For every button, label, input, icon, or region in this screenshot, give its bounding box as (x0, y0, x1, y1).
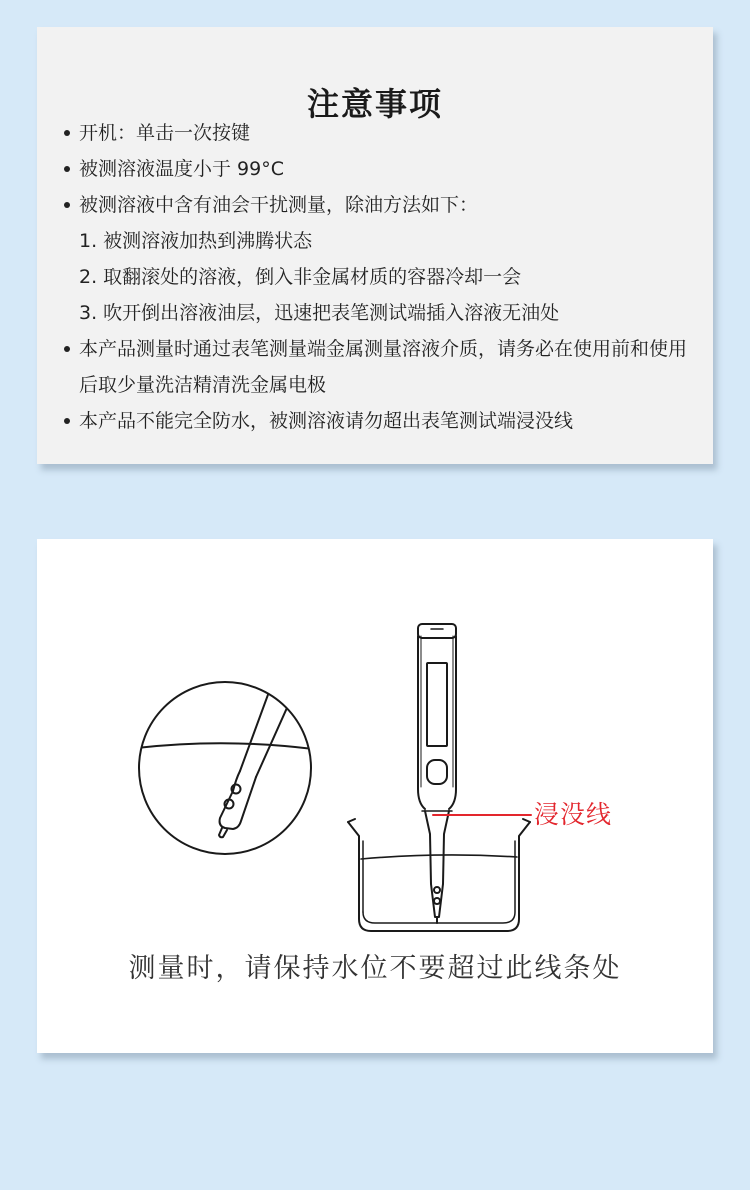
pen-button (427, 760, 447, 784)
notice-item: 被测溶液中含有油会干扰测量，除油方法如下： (63, 187, 693, 223)
notice-subitem: 1. 被测溶液加热到沸腾状态 (79, 230, 313, 252)
notice-card (37, 27, 713, 464)
pen-cap (418, 624, 456, 638)
container-rim-left (348, 819, 355, 822)
magnifier-detail (137, 681, 313, 864)
magnifier-water-surface (137, 743, 313, 749)
thermometer-pen (418, 624, 456, 923)
pen-display (427, 663, 447, 746)
notice-subitem: 3. 吹开倒出溶液油层，迅速把表笔测试端插入溶液无油处 (79, 302, 560, 324)
notice-item: 被测溶液温度小于 99°C (63, 151, 693, 187)
notice-item: 本产品不能完全防水，被测溶液请勿超出表笔测试端浸没线 (63, 403, 693, 439)
magnifier-container-bottom (177, 857, 277, 864)
pen-body-inner (421, 636, 453, 787)
notice-subitem: 2. 取翻滚处的溶液，倒入非金属材质的容器冷却一会 (79, 266, 522, 288)
container-rim-right (523, 819, 530, 822)
diagram-card (37, 539, 713, 1053)
notice-title: 注意事项 (306, 85, 443, 123)
immersion-label: 浸没线 (534, 800, 613, 829)
notice-item: 本产品测量时通过表笔测量端金属测量溶液介质，请务必在使用前和使用后取少量洗洁精清洗金属电极 (63, 331, 693, 403)
water-surface (361, 855, 517, 859)
notice-item: 开机：单击一次按键 (63, 115, 693, 151)
pen-electrode-2 (434, 898, 440, 904)
pen-probe (425, 811, 449, 917)
diagram-caption: 测量时，请保持水位不要超过此线条处 (128, 953, 622, 984)
magnifier-probe-pin (219, 828, 227, 837)
notice-list (63, 115, 693, 439)
magnifier-probe-tip (220, 771, 256, 829)
pen-electrode-1 (434, 887, 440, 893)
